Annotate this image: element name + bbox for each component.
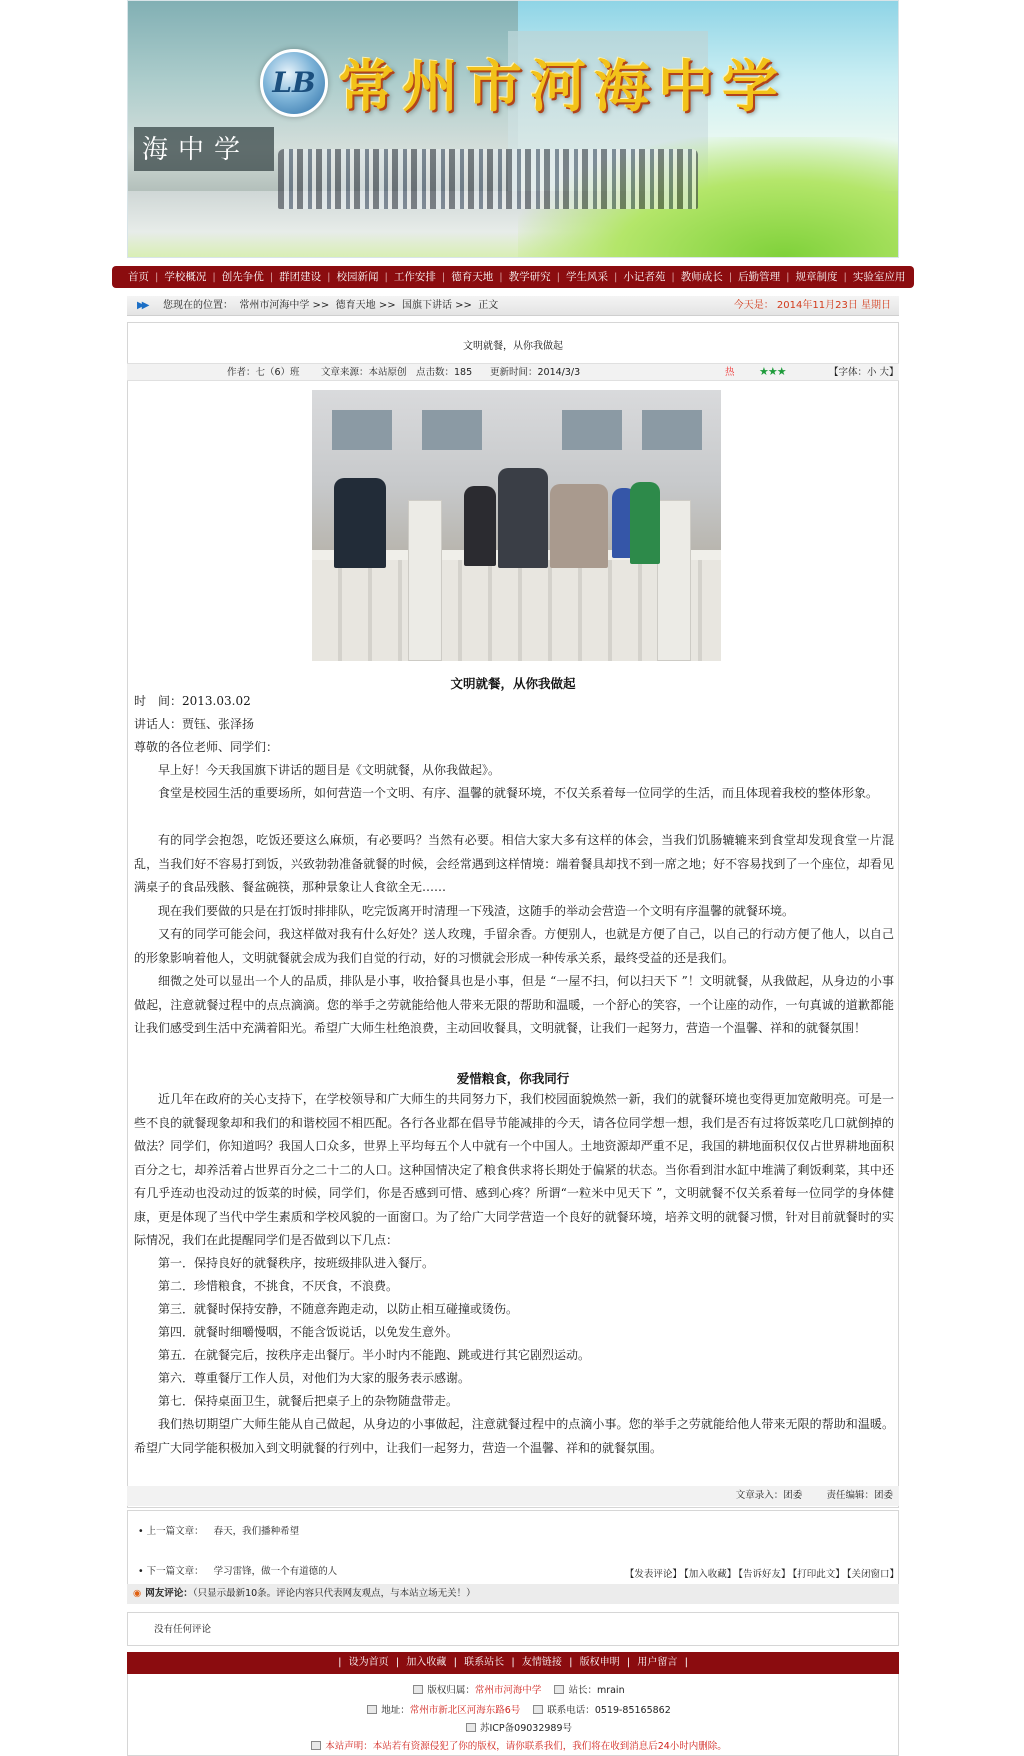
comments-empty: 没有任何评论 (127, 1612, 899, 1646)
article-updated: 更新时间：2014/3/3 (490, 367, 581, 378)
admin-icon (554, 1685, 564, 1694)
footer-copyright-line: 版权归属：常州市河海中学 站长：mrain (128, 1682, 900, 1696)
nav-item-overview[interactable]: 学校概况 (164, 271, 207, 283)
add-favorite-link[interactable]: 【加入收藏】 (683, 1569, 737, 1580)
article-heading-2: 爱惜粮食，你我同行 (456, 1071, 570, 1086)
article-source: 文章来源：本站原创 (321, 367, 407, 378)
footer-nav: | 设为首页 | 加入收藏 | 联系站长 | 友情链接 | 版权申明 | 用户留言 | (127, 1652, 899, 1674)
footer-link-contact[interactable]: 联系站长 (464, 1657, 505, 1668)
header-banner (127, 0, 899, 258)
article-clicks: 点击数：185 (416, 367, 473, 378)
bullet-icon: ◉ (133, 1588, 142, 1599)
hot-badge: 热 (725, 367, 735, 378)
breadcrumb-speech[interactable]: 国旗下讲话 (401, 300, 452, 311)
icp-link[interactable]: 苏ICP备09032989号 (479, 1723, 573, 1734)
footer-link-favorite[interactable]: 加入收藏 (406, 1657, 447, 1668)
footer-address-line: 地址：常州市新北区河海东路6号 联系电话：0519-85165862 (128, 1702, 900, 1716)
paragraph-3: 有的同学会抱怨，吃饭还要这么麻烦，有必要吗？当然有必要。相信大家大多有这样的体会，当我们饥肠辘辘来到食堂却发现食堂一片混乱，当我们好不容易打到饭，兴致勃勃准备就餐的时候，会经常遇到这样情境：端着餐具却找不到一席之地；好不容易找到了一个座位，却看见满桌子的食品残骸、餐盆碗筷，那种景象让人食欲全无…… (134, 833, 894, 894)
footer-link-friends[interactable]: 友情链接 (521, 1657, 562, 1668)
paragraph-7: 近几年在政府的关心支持下，在学校领导和广大师生的共同努力下，我们校园面貌焕然一新，我们的就餐环境也变得更加宽敞明亮。可是一些不良的就餐现象却和我们的和谐校园不相匹配。各行各业都在倡导节能减排的今天，请各位同学想一想，我们是否有过将饭菜吃几口就倒掉的做法？同学们，你知道吗？我国人口众多，世界上平均每五个人中就有一个中国人。土地资源却严重不足，我国的耕地面积仅仅占世界耕地面积百分之七，却养活着占世界百分之二十二的人口。这种国情决定了粮食供求将长期处于偏紧的状态。当你看到泔水缸中堆满了剩饭剩菜，其中还有几乎连动也没动过的饭菜的时候，同学们，你是否感到可惜、感到心疼？所谓“一粒米中见天下 ”，文明就餐不仅关系着每一位同学的身体健康，更是体现了当代中学生素质和学校风貌的一面窗口。为了给广大同学营造一个良好的就餐环境，培养文明的就餐习惯，针对目前就餐时的实际情况，我们在此提醒同学们是否做到以下几点： (134, 1092, 894, 1247)
breadcrumb-current: 正文 (478, 300, 499, 311)
nav-item-moral[interactable]: 德育天地 (451, 271, 494, 283)
font-size-control[interactable]: 【字体：小 大】 (829, 367, 899, 378)
address-icon (367, 1705, 377, 1714)
print-article-link[interactable]: 【打印此文】 (792, 1569, 845, 1580)
nav-item-excellence[interactable]: 创先争优 (221, 271, 264, 283)
speech-speaker: 讲话人：贾钰、张泽扬 (134, 717, 255, 731)
icp-icon (466, 1723, 476, 1732)
close-window-link[interactable]: 【关闭窗口】 (846, 1569, 899, 1580)
school-logo-icon[interactable]: LB (260, 49, 328, 117)
footer-info (127, 1674, 899, 1756)
list-item: 第三．就餐时保持安静，不随意奔跑走动，以防止相互碰撞或烫伤。 (158, 1302, 519, 1316)
copyright-icon (413, 1685, 423, 1694)
paragraph-5: 又有的同学可能会问，我这样做对我有什么好处？送人玫瑰，手留余香。方便别人，也就是方便了自己，以自己的行动方便了他人，以自己的形象影响着他人，文明就餐就会成为我们自觉的行动，好的习惯就会形成一种传承关系，最终受益的还是我们。 (134, 927, 894, 965)
next-article: • 下一篇文章： 学习雷锋，做一个有道德的人 (138, 1566, 338, 1577)
paragraph-1: 早上好！今天我国旗下讲话的题目是《文明就餐，从你我做起》。 (158, 763, 501, 777)
footer-link-guestbook[interactable]: 用户留言 (637, 1657, 678, 1668)
list-item: 第五．在就餐完后，按秩序走出餐厅。半小时内不能跑、跳或进行其它剧烈运动。 (158, 1348, 591, 1362)
breadcrumb-bar (127, 296, 899, 316)
next-article-link[interactable]: 学习雷锋，做一个有道德的人 (213, 1566, 338, 1577)
footer-icp-line (128, 1720, 900, 1734)
article-photo (312, 390, 721, 661)
paragraph-8: 我们热切期望广大师生能从自己做起，从身边的小事做起，注意就餐过程中的点滴小事。您的举手之劳就能给他人带来无限的帮助和温暖。希望广大同学能积极加入到文明就餐的行列中，让我们一起努力，营造一个温馨、祥和的就餐氛围。 (134, 1417, 894, 1455)
paragraph-2: 食堂是校园生活的重要场所，如何营造一个文明、有序、温馨的就餐环境，不仅关系着每一位同学的生活，而且体现着我校的整体形象。 (158, 786, 879, 800)
nav-item-groups[interactable]: 群团建设 (279, 271, 322, 283)
prev-article: • 上一篇文章： 春天，我们播种希望 (138, 1526, 300, 1537)
phone-icon (533, 1705, 543, 1714)
list-item: 第六．尊重餐厅工作人员，对他们为大家的服务表示感谢。 (158, 1371, 471, 1385)
comments-title: 网友评论： (145, 1588, 193, 1599)
tell-friend-link[interactable]: 【告诉好友】 (738, 1569, 791, 1580)
nav-item-work[interactable]: 工作安排 (393, 271, 436, 283)
banner-sign-text: 海中学 (142, 135, 251, 165)
list-item: 第四．就餐时细嚼慢咽，不能含饭说话，以免发生意外。 (158, 1325, 459, 1339)
notice-icon (311, 1741, 321, 1750)
list-item: 第七．保持桌面卫生，就餐后把桌子上的杂物随盘带走。 (158, 1394, 459, 1408)
banner-students-image (278, 149, 698, 209)
article-title: 文明就餐，从你我做起 (463, 341, 563, 352)
responsible-editor: 责任编辑：团委 (826, 1490, 893, 1501)
nav-item-teachers[interactable]: 教师成长 (680, 271, 723, 283)
double-arrow-icon: ▶▶ (137, 300, 147, 311)
article-author: 作者：七（6）班 (227, 367, 300, 378)
comments-note: （只显示最新10条。评论内容只代表网友观点，与本站立场无关！） (192, 1588, 476, 1599)
school-name-title: 常州市河海中学 (338, 54, 786, 120)
breadcrumb-label: 您现在的位置： (163, 300, 233, 311)
nav-item-students[interactable]: 学生风采 (566, 271, 608, 283)
nav-item-logistics[interactable]: 后勤管理 (738, 271, 781, 283)
article-editor-bar (127, 1486, 899, 1506)
nav-item-news[interactable]: 校园新闻 (336, 271, 379, 283)
nav-item-home[interactable]: 首页 (128, 271, 149, 283)
nav-item-reporters[interactable]: 小记者苑 (623, 271, 666, 283)
article-heading-1: 文明就餐，从你我做起 (450, 676, 576, 691)
list-item: 第一．保持良好的就餐秩序，按班级排队进入餐厅。 (158, 1256, 435, 1270)
speech-time: 时 间：2013.03.02 (134, 694, 251, 708)
breadcrumb: 您现在的位置： 常州市河海中学 >> 德育天地 >> 国旗下讲话 >> 正文 (163, 300, 499, 311)
footer-link-copyright[interactable]: 版权申明 (579, 1657, 620, 1668)
footer-link-homepage[interactable]: 设为首页 (348, 1657, 389, 1668)
speech-greeting: 尊敬的各位老师、同学们： (134, 740, 279, 754)
breadcrumb-home[interactable]: 常州市河海中学 (239, 300, 310, 311)
prev-article-link[interactable]: 春天，我们播种希望 (213, 1526, 300, 1537)
entered-by: 文章录入：团委 (735, 1490, 803, 1501)
comments-header (127, 1584, 899, 1604)
post-comment-link[interactable]: 【发表评论】 (624, 1569, 682, 1580)
nav-item-rules[interactable]: 规章制度 (795, 271, 838, 283)
breadcrumb-moral[interactable]: 德育天地 (335, 300, 376, 311)
article-meta (127, 363, 899, 381)
nav-item-research[interactable]: 教学研究 (508, 271, 551, 283)
today-date: 今天是： 2014年11月23日 星期日 (733, 300, 891, 311)
footer-notice-line: 本站声明：本站若有资源侵犯了你的版权，请你联系我们，我们将在收到消息后24小时内删除。 (128, 1738, 900, 1752)
article-tools (623, 1566, 899, 1580)
main-nav: 首页 | 学校概况 | 创先争优 | 群团建设 | 校园新闻 | 工作安排 | 德育天地 | 教学研究 | 学生风采 | 小记者苑 | 教师成长 | 后勤管理 | 规章制度 | 实验室应用 (112, 266, 914, 288)
paragraph-4: 现在我们要做的只是在打饭时排排队，吃完饭离开时清理一下残渣，这随手的举动会营造一个文明有序温馨的就餐环境。 (158, 904, 795, 918)
nav-item-lab[interactable]: 实验室应用 (852, 271, 906, 283)
paragraph-6: 细微之处可以显出一个人的品质，排队是小事，收拾餐具也是小事，但是 “一屋不扫，何以扫天下 ”！文明就餐，从我做起，从身边的小事做起，注意就餐过程中的点点滴滴。您的举手之劳就能给他人带来无限的帮助和温暖，一个舒心的笑容，一个让座的动作，一句真诚的道歉都能让我们感受到生活中充满着阳光。希望广大师生杜绝浪费，主动回收餐具，文明就餐，让我们一起努力，营造一个温馨、祥和的就餐氛围！ (134, 974, 894, 1035)
list-item: 第二．珍惜粮食，不挑食，不厌食，不浪费。 (158, 1279, 399, 1293)
rating-stars-icon: ★★★ (759, 365, 786, 378)
